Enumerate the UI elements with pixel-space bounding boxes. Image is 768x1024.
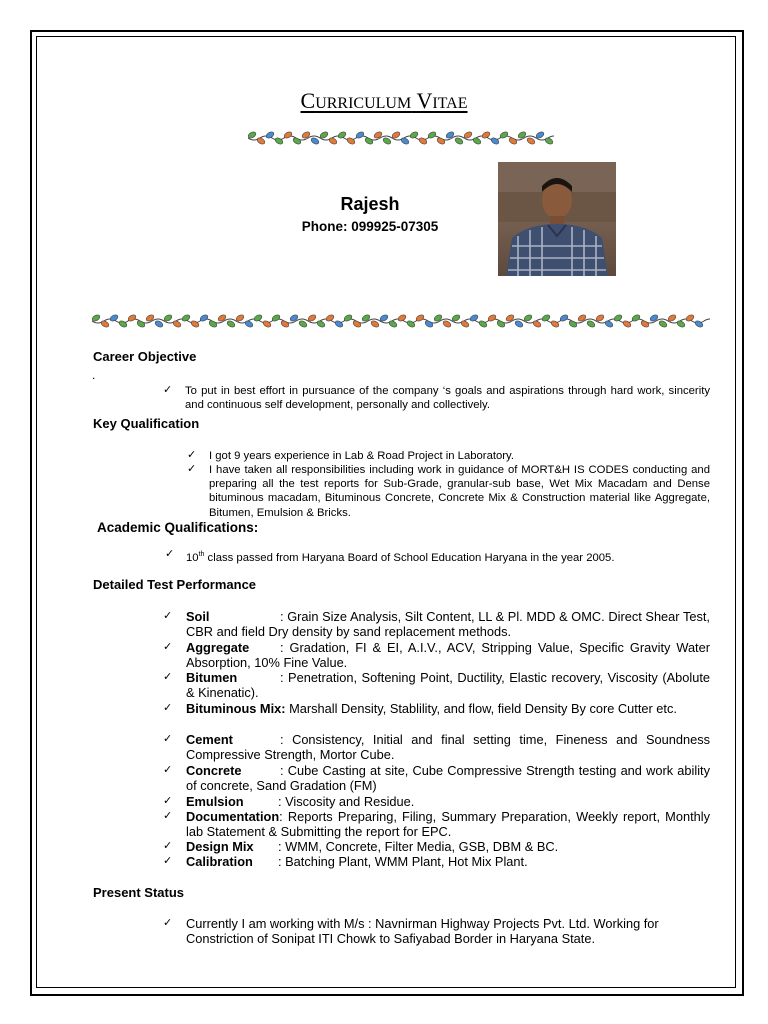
checkmark-icon: ✓	[163, 384, 173, 396]
leaf-icon	[100, 320, 110, 329]
profile-photo	[498, 162, 616, 276]
test-item-aggregate: Aggregate : Gradation, FI & EI, A.I.V., ACV, Stripping Value, Specific Gravity Water Absorption, 10% Fine Value.	[186, 640, 710, 671]
document-title: CURRICULUM VITAE	[300, 88, 468, 113]
leaf-icon	[658, 320, 668, 329]
leaf-icon	[334, 320, 344, 329]
leaf-icon	[352, 320, 362, 329]
checkmark-icon: ✓	[165, 548, 175, 560]
leaf-icon	[370, 320, 380, 329]
test-item-design-mix: Design Mix : WMM, Concrete, Filter Media, GSB, DBM & BC.	[186, 839, 559, 854]
leaf-icon	[481, 131, 491, 140]
leaf-icon	[337, 131, 347, 140]
leaf-icon	[316, 320, 326, 329]
leaf-icon	[361, 314, 371, 323]
leaf-icon	[568, 320, 578, 329]
leaf-icon	[325, 314, 335, 323]
test-item-bitumen: Bitumen : Penetration, Softening Point, Ductility, Elastic recovery, Viscosity (Abolute & Kinenatic).	[186, 670, 710, 701]
leaf-icon	[424, 320, 434, 329]
present-status-item: Currently I am working with M/s : Navnirman Highway Projects Pvt. Ltd. Working for Constriction of Sonipat ITI Chowk to Safiyabad Border in Haryana State.	[186, 916, 659, 947]
leaf-icon	[586, 320, 596, 329]
leaf-icon	[292, 137, 302, 146]
leaf-icon	[409, 131, 419, 140]
career-objective-heading: Career Objective	[93, 349, 197, 364]
leaf-icon	[301, 131, 311, 140]
present-status-heading: Present Status	[93, 885, 185, 900]
leaf-icon	[382, 137, 392, 146]
key-qualification-item: I have taken all responsibilities including work in guidance of MORT&H IS CODES conducting and preparing all the test reports for Sub-Grade, granular-sub base, Wet Mix Macadam and Dense bituminous macadam, Bituminous Concrete, Concrete Mix & Construction material like Aggregate, Bitumen, Emulsion & Bricks.	[209, 464, 710, 519]
checkmark-icon: ✓	[163, 641, 173, 653]
leaf-icon	[298, 320, 308, 329]
leaf-icon	[694, 320, 704, 329]
leaf-icon	[505, 314, 515, 323]
candidate-name: Rajesh	[340, 194, 400, 214]
leaf-icon	[550, 320, 560, 329]
leaf-icon	[649, 314, 659, 323]
checkmark-icon: ✓	[163, 855, 173, 867]
key-qualification-heading: Key Qualification	[93, 416, 200, 431]
checkmark-icon: ✓	[163, 764, 173, 776]
leaf-icon	[517, 131, 527, 140]
leaf-icon	[604, 320, 614, 329]
leaf-icon	[118, 320, 128, 329]
leaf-icon	[532, 320, 542, 329]
checkmark-icon: ✓	[187, 463, 197, 475]
leaf-icon	[154, 320, 164, 329]
leaf-vine-ornament-top	[248, 130, 554, 146]
key-qualification-item: I got 9 years experience in Lab & Road Project in Laboratory.	[209, 450, 514, 462]
leaf-icon	[364, 137, 374, 146]
leaf-icon	[388, 320, 398, 329]
leaf-icon	[544, 137, 554, 146]
test-item-documentation: Documentation: Reports Preparing, Filing, Summary Preparation, Weekly report, Monthly lab Statement & Submitting the report for EPC.	[186, 809, 710, 840]
leaf-icon	[640, 320, 650, 329]
leaf-icon	[253, 314, 263, 323]
leaf-icon	[248, 131, 257, 140]
leaf-icon	[406, 320, 416, 329]
academic-item: 10th class passed from Haryana Board of School Education Haryana in the year 2005.	[186, 551, 615, 564]
leaf-icon	[478, 320, 488, 329]
leaf-icon	[400, 137, 410, 146]
leaf-icon	[289, 314, 299, 323]
checkmark-icon: ✓	[163, 733, 173, 745]
leaf-icon	[577, 314, 587, 323]
leaf-icon	[433, 314, 443, 323]
leaf-icon	[442, 320, 452, 329]
test-item-concrete: Concrete : Cube Casting at site, Cube Compressive Strength testing and work ability of concrete, Sand Gradation (FM)	[186, 763, 710, 794]
leaf-icon	[541, 314, 551, 323]
academic-qualifications-heading: Academic Qualifications:	[97, 520, 259, 535]
test-item-soil: Soil : Grain Size Analysis, Silt Content, LL & Pl. MDD & OMC. Direct Shear Test, CBR and field Dry density by sand replacement methods.	[186, 609, 710, 640]
leaf-vine-ornament-bottom	[92, 313, 710, 329]
leaf-icon	[244, 320, 254, 329]
phone-number: Phone: 099925-07305	[301, 219, 439, 234]
leaf-icon	[226, 320, 236, 329]
checkmark-icon: ✓	[163, 702, 173, 714]
leaf-icon	[310, 137, 320, 146]
leaf-icon	[490, 137, 500, 146]
checkmark-icon: ✓	[163, 917, 173, 929]
leaf-icon	[217, 314, 227, 323]
leaf-icon	[526, 137, 536, 146]
leaf-icon	[145, 314, 155, 323]
leaf-icon	[496, 320, 506, 329]
test-item-cement: Cement : Consistency, Initial and final setting time, Fineness and Soundness Compressive Strength, Mortor Cube.	[186, 732, 710, 763]
leaf-icon	[622, 320, 632, 329]
leaf-icon	[472, 137, 482, 146]
checkmark-icon: ✓	[187, 449, 197, 461]
leaf-icon	[328, 137, 338, 146]
leaf-icon	[676, 320, 686, 329]
leaf-icon	[262, 320, 272, 329]
leaf-icon	[469, 314, 479, 323]
test-item-bituminous-mix: Bituminous Mix: Marshall Density, Stablility, and flow, field Density By core Cutter etc.	[186, 701, 677, 716]
leaf-icon	[274, 137, 284, 146]
leaf-icon	[508, 137, 518, 146]
leaf-icon	[613, 314, 623, 323]
leaf-icon	[460, 320, 470, 329]
test-performance-heading: Detailed Test Performance	[93, 577, 257, 592]
leaf-icon	[265, 131, 275, 140]
stray-period: .	[92, 368, 96, 382]
leaf-icon	[109, 314, 119, 323]
leaf-icon	[136, 320, 146, 329]
leaf-icon	[436, 137, 446, 146]
career-objective-item: To put in best effort in pursuance of the company ‘s goals and aspirations through hard work, sincerity and continuous self development, personally and collectively.	[185, 385, 710, 411]
leaf-icon	[445, 131, 455, 140]
leaf-icon	[181, 314, 191, 323]
leaf-icon	[280, 320, 290, 329]
leaf-icon	[418, 137, 428, 146]
leaf-icon	[454, 137, 464, 146]
leaf-icon	[208, 320, 218, 329]
leaf-icon	[256, 137, 266, 146]
checkmark-icon: ✓	[163, 810, 173, 822]
leaf-icon	[397, 314, 407, 323]
test-item-emulsion: Emulsion : Viscosity and Residue.	[186, 794, 415, 809]
leaf-icon	[172, 320, 182, 329]
leaf-icon	[514, 320, 524, 329]
test-item-calibration: Calibration : Batching Plant, WMM Plant, Hot Mix Plant.	[186, 854, 528, 869]
leaf-icon	[92, 314, 101, 323]
checkmark-icon: ✓	[163, 671, 173, 683]
leaf-icon	[346, 137, 356, 146]
checkmark-icon: ✓	[163, 840, 173, 852]
leaf-icon	[190, 320, 200, 329]
leaf-icon	[685, 314, 695, 323]
checkmark-icon: ✓	[163, 795, 173, 807]
checkmark-icon: ✓	[163, 610, 173, 622]
leaf-icon	[373, 131, 383, 140]
